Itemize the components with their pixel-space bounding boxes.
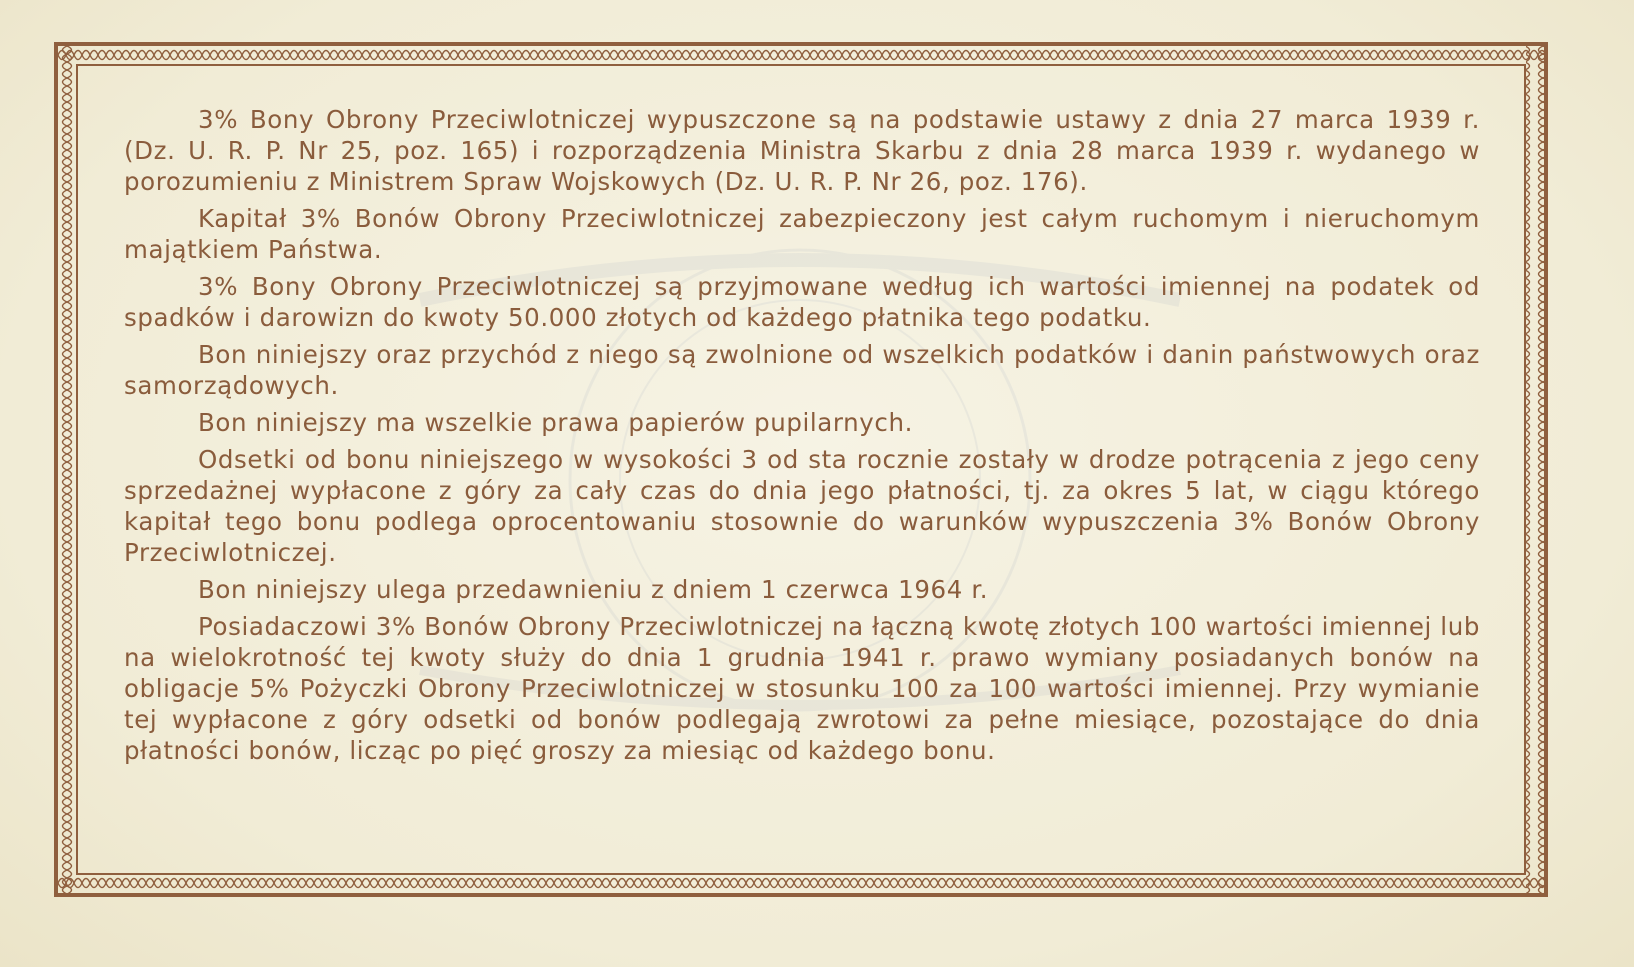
paragraph-tax-acceptance: 3% Bony Obrony Przeciwlotniczej są przyjmowane według ich wartości imiennej na podatek od spadków i darowizn do kwoty 50.000 złotych od każdego płatnika tego podatku.	[124, 272, 1480, 332]
paragraph-legal-basis: 3% Bony Obrony Przeciwlotniczej wypuszczone są na podstawie ustawy z dnia 27 marca 1939 r. (Dz. U. R. P. Nr 25, poz. 165) i rozporządzenia Ministra Skarbu z dnia 28 marca 1939 r. wydanego w porozumieniu z Ministrem Spraw Wojskowych (Dz. U. R. P. Nr 26, poz. 176).	[124, 105, 1480, 196]
paragraph-exchange-right: Posiadaczowi 3% Bonów Obrony Przeciwlotniczej na łączną kwotę złotych 100 wartości imiennej lub na wielokrotność tej kwoty służy do dnia 1 grudnia 1941 r. prawo wymiany posiadanych bonów na obligacje 5% Pożyczki Obrony Przeciwlotniczej w stosunku 100 za 100 wartości imiennej. Przy wymianie tej wypłacone z góry odsetki od bonów podlegają zwrotowi za pełne miesiące, pozostające do dnia płatności bonów, licząc po pięć groszy za miesiąc od każdego bonu.	[124, 612, 1480, 765]
paragraph-tax-exemption: Bon niniejszy oraz przychód z niego są zwolnione od wszelkich podatków i danin państwowych oraz samorządowych.	[124, 340, 1480, 400]
paragraph-prescription: Bon niniejszy ulega przedawnieniu z dniem 1 czerwca 1964 r.	[198, 575, 989, 604]
paragraph-capital-security: Kapitał 3% Bonów Obrony Przeciwlotniczej zabezpieczony jest całym ruchomym i nieruchomym majątkiem Państwa.	[124, 204, 1480, 264]
paragraph-pupillary-rights: Bon niniejszy ma wszelkie prawa papierów pupilarnych.	[198, 408, 913, 437]
paragraph-interest: Odsetki od bonu niniejszego w wysokości 3 od sta rocznie zostały w drodze potrącenia z jego ceny sprzedażnej wypłacone z góry za cały czas do dnia jego płatności, tj. za okres 5 lat, w ciągu którego kapitał tego bonu podlega oprocentowaniu stosownie do warunków wypuszczenia 3% Bonów Obrony Przeciwlotniczej.	[124, 445, 1480, 567]
bond-terms-text	[124, 104, 1480, 772]
